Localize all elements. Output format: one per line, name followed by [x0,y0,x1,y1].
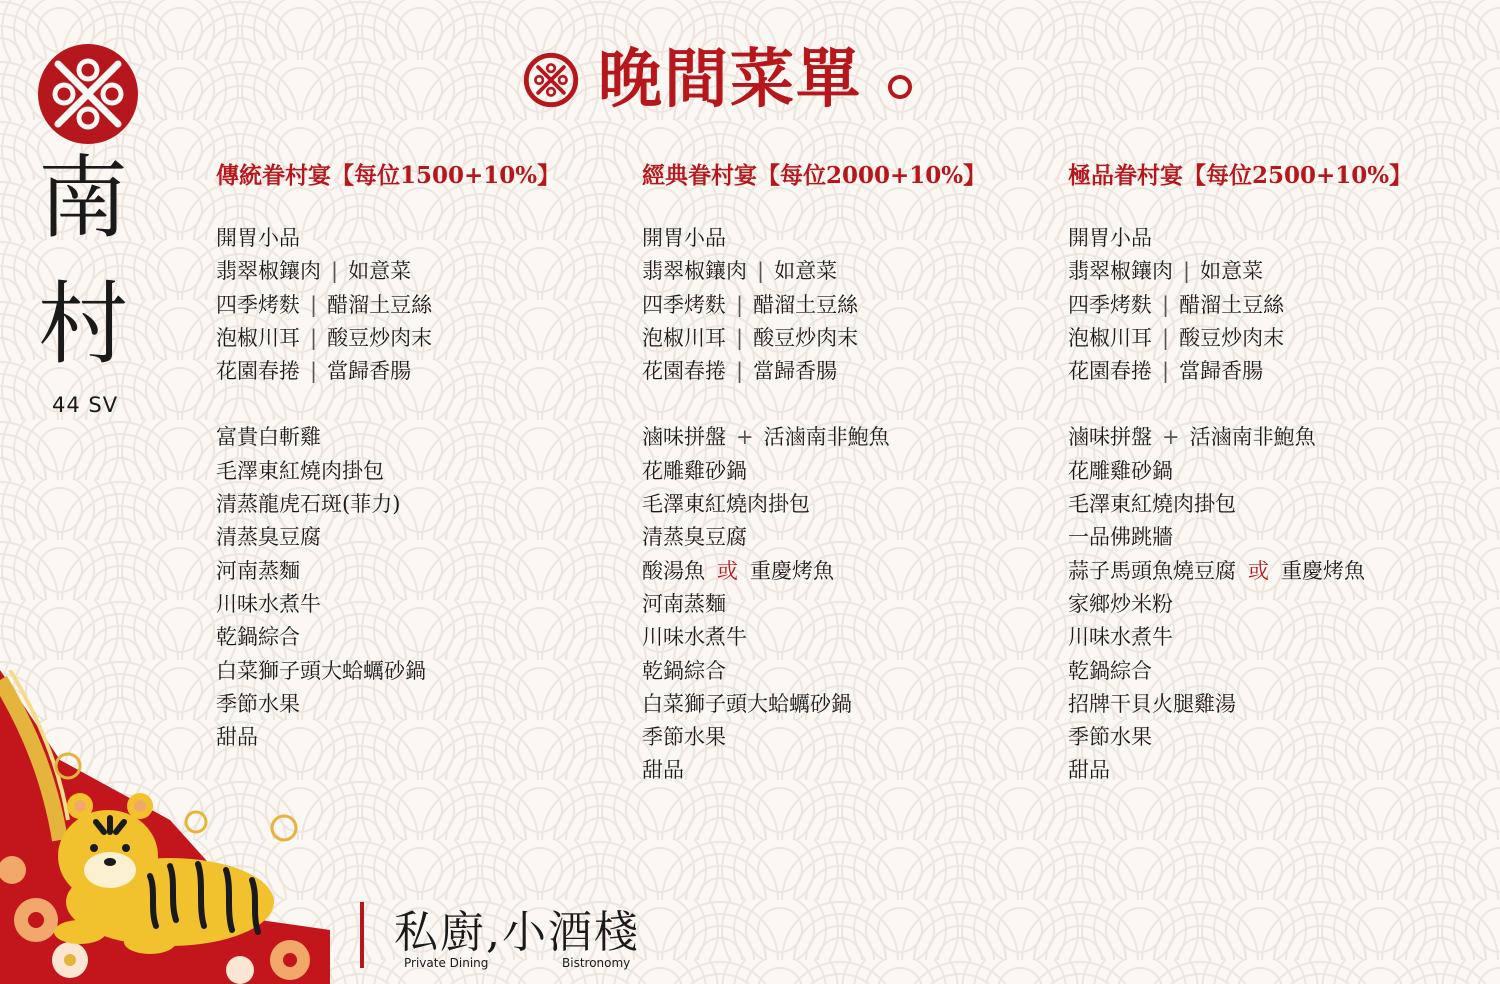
dish-name: 醋溜土豆絲 [327,292,433,317]
plus-separator: + [1162,425,1180,450]
divider: | [736,292,744,317]
divider: | [1162,292,1170,317]
dish-name: 乾鍋綜合 [216,625,300,650]
dish-name: 季節水果 [1068,725,1152,750]
dish-group [1068,421,1468,787]
dish-name: 季節水果 [216,691,300,716]
dish-item [642,688,1042,721]
dish-item [642,655,1042,688]
dish-item [216,222,616,255]
dish-item [216,588,616,621]
dish-item [642,289,1042,322]
dish-group [642,421,1042,787]
dish-item [216,555,616,588]
dish-name: 當歸香腸 [753,359,838,384]
dish-name: 毛澤東紅燒肉掛包 [642,492,810,517]
menu-title-block [522,40,912,120]
dish-name: 一品佛跳牆 [1068,525,1173,550]
dish-item [1068,488,1468,521]
dish-item [642,222,1042,255]
dish-group [1068,222,1468,388]
dish-name: 酸豆炒肉末 [327,325,433,350]
divider: | [1162,359,1170,384]
dish-group [216,222,616,388]
dish-name: 毛澤東紅燒肉掛包 [216,458,384,483]
dish-name: 活滷南非鮑魚 [1189,425,1316,450]
divider: | [757,259,765,284]
dish-item [1068,355,1468,388]
dish-name: 招牌干貝火腿雞湯 [1068,691,1236,716]
dish-item [642,355,1042,388]
footer-label-private-dining: Private Dining [404,956,489,970]
dish-name: 如意菜 [348,259,412,284]
dish-name: 四季烤麩 [642,292,726,317]
dish-name: 滷味拼盤 [1068,425,1152,450]
dish-name: 河南蒸麵 [216,558,300,583]
brand-subtitle: 44 SV [52,393,119,417]
divider: | [1162,325,1170,350]
dish-name: 清蒸龍虎石斑(菲力) [216,492,401,517]
dish-item [642,455,1042,488]
column-heading: 經典眷村宴【每位2000+10%】 [642,162,987,189]
dish-name: 花園春捲 [642,359,726,384]
dish-item [216,421,616,454]
dish-item [642,322,1042,355]
dish-name: 如意菜 [1200,259,1264,284]
dish-name: 清蒸臭豆腐 [216,525,321,550]
dish-name: 河南蒸麵 [642,591,726,616]
dish-item [216,289,616,322]
brand-logo-icon [34,40,142,148]
dish-name: 川味水煮牛 [642,625,747,650]
dish-group [642,222,1042,388]
dish-item [1068,555,1468,588]
or-connector: 或 [1248,558,1269,583]
menu-column-premium [1068,156,1468,788]
plus-separator: + [736,425,754,450]
dish-item [642,488,1042,521]
footer-divider [360,902,364,968]
dish-item [216,322,616,355]
dish-name: 白菜獅子頭大蛤蠣砂鍋 [642,691,852,716]
dish-name: 花雕雞砂鍋 [642,458,747,483]
dish-name: 酸湯魚 [642,558,705,583]
dish-item [1068,255,1468,288]
dish-item [216,621,616,654]
dish-name: 甜品 [1068,758,1110,783]
dish-name: 甜品 [216,725,258,750]
dish-name: 四季烤麩 [216,292,300,317]
dish-name: 醋溜土豆絲 [1179,292,1285,317]
dish-name: 花雕雞砂鍋 [1068,458,1173,483]
dish-item [216,521,616,554]
dish-name: 開胃小品 [642,226,726,250]
page-title: 晚間菜單 [598,42,862,117]
menu-column-classic [642,156,1042,788]
dish-name: 川味水煮牛 [1068,625,1173,650]
dish-item [642,421,1042,454]
dish-name: 翡翠椒鑲肉 [642,259,747,284]
dish-item [642,521,1042,554]
dish-name: 四季烤麩 [1068,292,1152,317]
dish-name: 泡椒川耳 [642,325,726,350]
dish-name: 醋溜土豆絲 [753,292,859,317]
dish-item [1068,222,1468,255]
dish-item [642,754,1042,787]
dish-item [642,621,1042,654]
dish-name: 如意菜 [774,259,838,284]
dish-name: 翡翠椒鑲肉 [216,259,321,284]
divider: | [1183,259,1191,284]
dish-name: 泡椒川耳 [216,325,300,350]
tiger-illustration [0,670,330,984]
dish-item [1068,655,1468,688]
dish-item [1068,455,1468,488]
title-dot [888,75,912,99]
divider: | [310,292,318,317]
dish-name: 毛澤東紅燒肉掛包 [1068,492,1236,517]
dish-name: 花園春捲 [216,359,300,384]
dish-name: 開胃小品 [216,226,300,250]
brand-name-char-1: 南 [38,146,128,251]
brand-name-char-2: 村 [38,272,128,377]
dish-item [642,721,1042,754]
or-connector: 或 [717,558,738,583]
divider: | [736,359,744,384]
dish-item [1068,721,1468,754]
dish-item [1068,521,1468,554]
dish-item [1068,621,1468,654]
dish-item [1068,688,1468,721]
divider: | [331,259,339,284]
dish-item [216,488,616,521]
dish-name: 重慶烤魚 [1281,558,1365,583]
dish-name: 川味水煮牛 [216,591,321,616]
dish-name: 季節水果 [642,725,726,750]
footer-tagline: 私廚,小酒棧 [394,907,640,958]
divider: | [736,325,744,350]
dish-name: 重慶烤魚 [750,558,834,583]
dish-item [642,255,1042,288]
dish-item [216,255,616,288]
dish-item [642,588,1042,621]
dish-name: 活滷南非鮑魚 [763,425,890,450]
dish-name: 酸豆炒肉末 [1179,325,1285,350]
dish-item [642,555,1042,588]
dish-item [1068,289,1468,322]
dish-name: 翡翠椒鑲肉 [1068,259,1173,284]
dish-name: 當歸香腸 [327,359,412,384]
dish-name: 家鄉炒米粉 [1068,591,1173,616]
dish-name: 酸豆炒肉末 [753,325,859,350]
dish-item [1068,588,1468,621]
dish-name: 開胃小品 [1068,226,1152,250]
dish-item [1068,421,1468,454]
footer-label-bistronomy: Bistronomy [562,956,631,970]
dish-name: 泡椒川耳 [1068,325,1152,350]
column-heading: 傳統眷村宴【每位1500+10%】 [216,162,561,189]
dish-item [216,455,616,488]
divider: | [310,325,318,350]
menu-column-traditional [216,156,616,754]
title-logo-icon [522,51,580,109]
dish-name: 乾鍋綜合 [1068,658,1152,683]
divider: | [310,359,318,384]
dish-item [1068,754,1468,787]
dish-item [1068,322,1468,355]
dish-name: 富貴白斬雞 [216,425,321,450]
dish-name: 蒜子馬頭魚燒豆腐 [1068,558,1236,583]
dish-name: 清蒸臭豆腐 [642,525,747,550]
dish-name: 白菜獅子頭大蛤蠣砂鍋 [216,658,426,683]
dish-name: 乾鍋綜合 [642,658,726,683]
column-heading: 極品眷村宴【每位2500+10%】 [1068,162,1413,189]
dish-name: 當歸香腸 [1179,359,1264,384]
dish-item [216,355,616,388]
dish-name: 滷味拼盤 [642,425,726,450]
dish-name: 甜品 [642,758,684,783]
dish-name: 花園春捲 [1068,359,1152,384]
